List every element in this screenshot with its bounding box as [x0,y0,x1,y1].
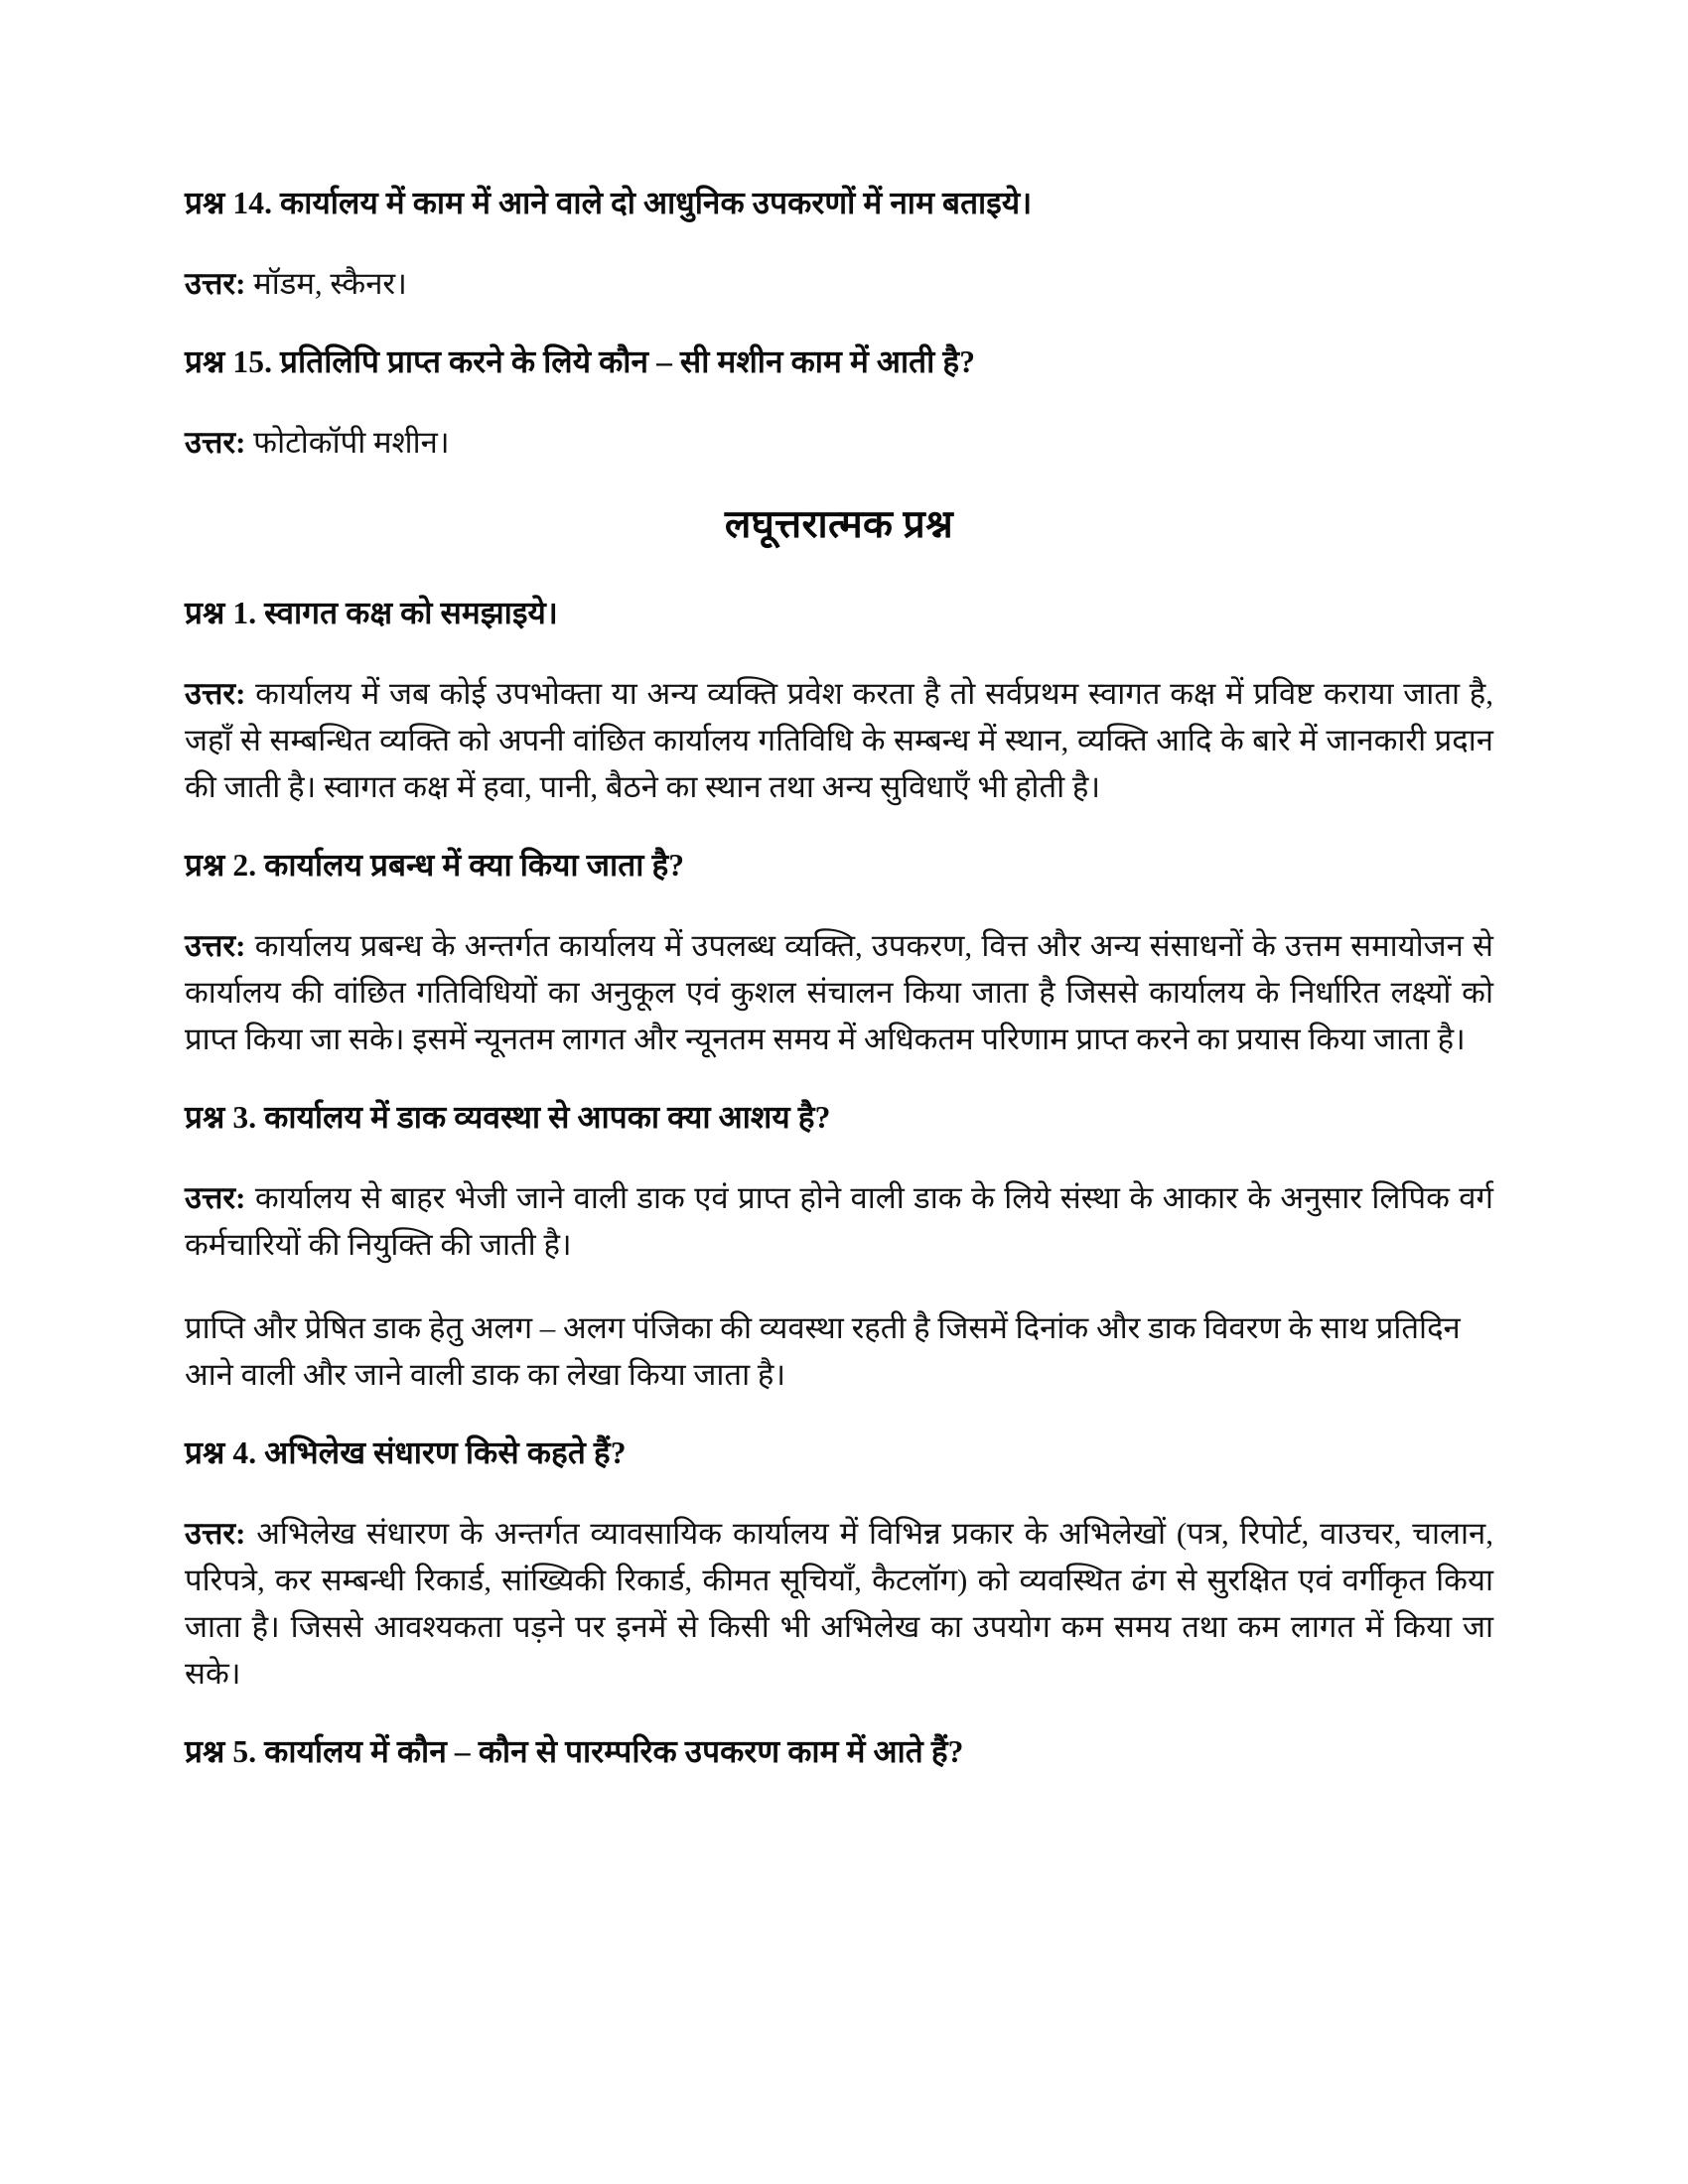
answer-2 [185,922,1493,1062]
answer-label: उत्तर: [185,424,246,460]
answer-text: फोटोकॉपी मशीन। [245,424,450,460]
question-14: प्रश्न 14. कार्यालय में काम में आने वाले दो आधुनिक उपकरणों में नाम बताइये। [185,186,1033,220]
answer-text: कार्यालय प्रबन्ध के अन्तर्गत कार्यालय में उपलब्ध व्यक्ति, उपकरण, वित्त और अन्य संसाधनों के उत्तम समायोजन से कार्यालय की वांछित गतिविधियों का अनुकूल एवं कुशल संचालन किया जाता है जिससे कार्यालय के निर्धारित लक्ष्यों को प्राप्त किया जा सके। इसमें न्यूनतम लागत और न्यूनतम समय में अधिकतम परिणाम प्राप्त करने का प्रयास किया जाता है। [185,928,1493,1057]
answer-4 [185,1510,1493,1697]
question-4: प्रश्न 4. अभिलेख संधारण किसे कहते हैं? [185,1434,627,1470]
answer-label: उत्तर: [185,675,246,711]
answer-15 [185,419,1493,466]
question-5: प्रश्न 5. कार्यालय में कौन – कौन से पारम्परिक उपकरण काम में आते हैं? [185,1734,964,1770]
answer-label: उत्तर: [185,265,246,301]
answer-label: उत्तर: [185,1180,246,1216]
question-2: प्रश्न 2. कार्यालय प्रबन्ध में क्या किया जाता है? [185,848,685,884]
answer-text: अभिलेख संधारण के अन्तर्गत व्यावसायिक कार्यालय में विभिन्न प्रकार के अभिलेखों (पत्र, रिपोर्ट, वाउचर, चालान, परिपत्रे, कर सम्बन्धी रिकार्ड, सांख्यिकी रिकार्ड, कीमत सूचियाँ, कैटलॉग) को व्यवस्थित ढंग से सुरक्षित एवं वर्गीकृत किया जाता है। जिससे आवश्यकता पड़ने पर इनमें से किसी भी अभिलेख का उपयोग कम समय तथा कम लागत में किया जा सके। [185,1515,1493,1692]
answer-3 [185,1174,1493,1268]
answer-3-continued: प्राप्ति और प्रेषित डाक हेतु अलग – अलग पंजिका की व्यवस्था रहती है जिसमें दिनांक और डाक विवरण के साथ प्रतिदिन आने वाली और जाने वाली डाक का लेखा किया जाता है। [185,1309,1461,1392]
answer-text: कार्यालय में जब कोई उपभोक्ता या अन्य व्यक्ति प्रवेश करता है तो सर्वप्रथम स्वागत कक्ष में प्रविष्ट कराया जाता है, जहाँ से सम्बन्धित व्यक्ति को अपनी वांछित कार्यालय गतिविधि के सम्बन्ध में स्थान, व्यक्ति आदि के बारे में जानकारी प्रदान की जाती है। स्वागत कक्ष में हवा, पानी, बैठने का स्थान तथा अन्य सुविधाएँ भी होती है। [185,675,1493,804]
answer-label: उत्तर: [185,1515,246,1551]
document-body [185,184,1493,1773]
question-1: प्रश्न 1. स्वागत कक्ष को समझाइये। [185,595,558,630]
answer-1 [185,670,1493,810]
answer-14 [185,260,1493,307]
answer-text: कार्यालय से बाहर भेजी जाने वाली डाक एवं प्राप्त होने वाली डाक के लिये संस्था के आकार के अनुसार लिपिक वर्ग कर्मचारियों की नियुक्ति की जाती है। [185,1180,1493,1263]
section-heading-short-answer: लघूत्तरात्मक प्रश्न [724,503,954,547]
answer-text: मॉडम, स्कैनर। [245,265,407,301]
question-15: प्रश्न 15. प्रतिलिपि प्राप्त करने के लिये कौन – सी मशीन काम में आती है? [185,344,976,380]
question-3: प्रश्न 3. कार्यालय में डाक व्यवस्था से आपका क्या आशय है? [185,1100,831,1136]
answer-label: उत्तर: [185,928,246,964]
